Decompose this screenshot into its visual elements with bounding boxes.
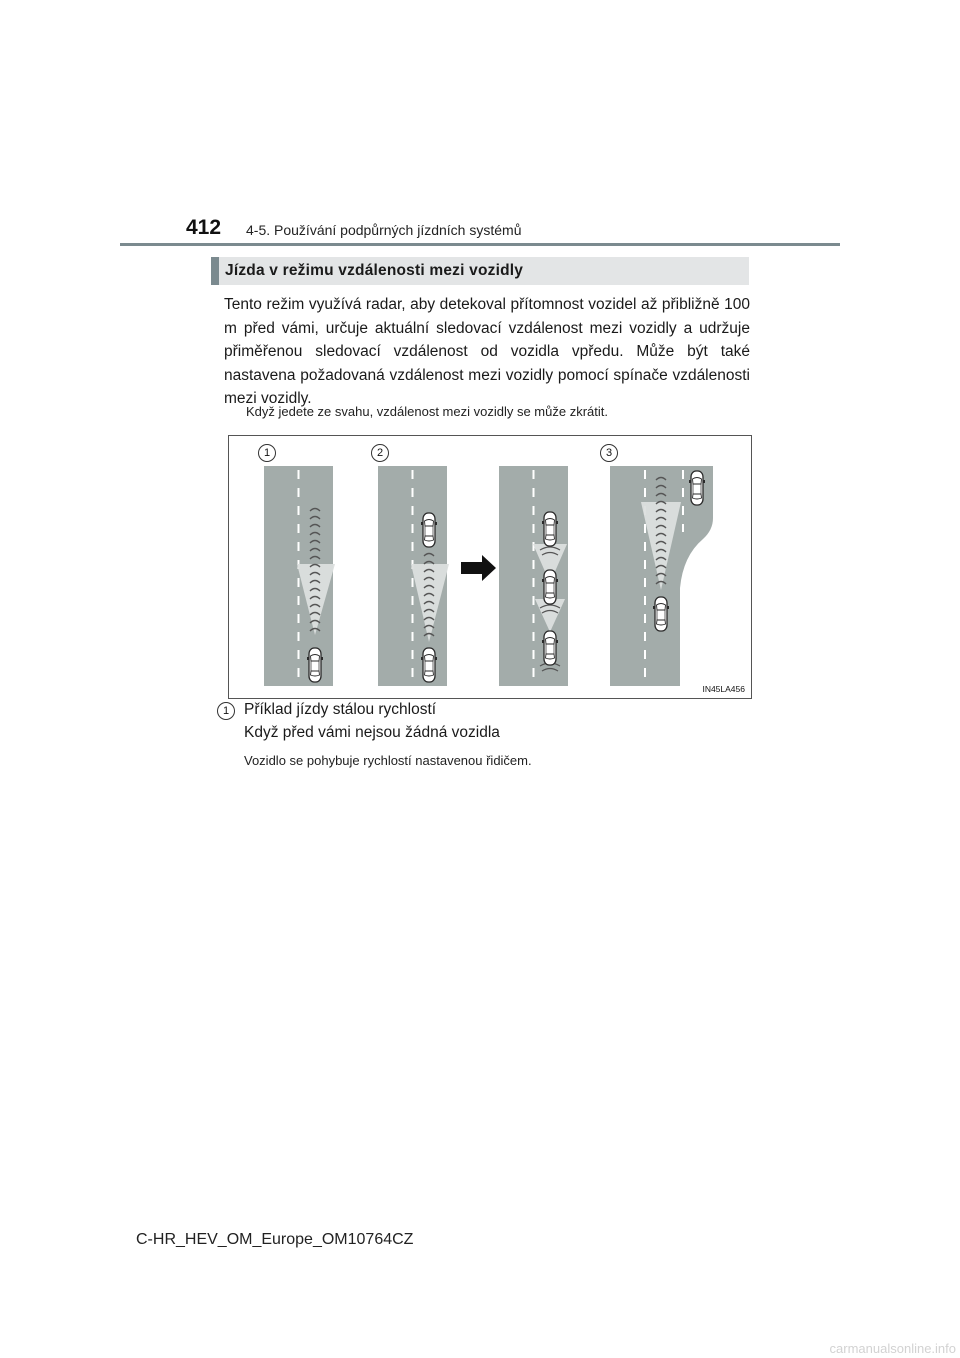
header-divider: [120, 243, 840, 246]
document-code: C-HR_HEV_OM_Europe_OM10764CZ: [136, 1231, 414, 1248]
figure-label-3: 3: [600, 444, 618, 462]
section-heading-bar: [211, 257, 749, 285]
figure-label-2: 2: [371, 444, 389, 462]
front-car-2: [421, 513, 437, 547]
own-car-2: [421, 648, 437, 682]
figure-label-1: 1: [258, 444, 276, 462]
intro-paragraph: Tento režim využívá radar, aby detekoval přítomnost vozidel až přibližně 100 m před vámi, určuje aktuální sledovací vzdálenost mezi vozidly a udržuje přiměřenou sledovací vzdálenost od vozidla vpředu. Může být také nastavena požadovaná vzdálenost mezi vozidly pomocí spínače vzdálenosti mezi vozidly.: [224, 296, 750, 407]
road-3: [499, 466, 568, 686]
road-1: [264, 466, 335, 686]
slope-note: Když jedete ze svahu, vzdálenost mezi vozidly se může zkrátit.: [246, 404, 608, 419]
legend-title: Příklad jízdy stálou rychlostí: [244, 701, 437, 718]
figure-code: IN45LA456: [702, 684, 745, 694]
legend-note: Vozidlo se pohybuje rychlostí nastavenou řidičem.: [244, 753, 532, 768]
own-car-4: [653, 597, 669, 631]
legend-number: 1: [217, 702, 235, 720]
legend-subtitle: Když před vámi nejsou žádná vozidla: [244, 724, 500, 741]
own-car-3: [542, 631, 558, 665]
illustration-canvas: [229, 436, 751, 698]
road-2: [378, 466, 449, 686]
page-number: 412: [186, 216, 222, 239]
merging-car-4: [689, 471, 705, 505]
chapter-title: 4-5. Používání podpůrných jízdních systémů: [246, 222, 522, 238]
watermark: [722, 1338, 960, 1358]
watermark-text: carmanualsonline.info: [829, 1341, 956, 1356]
section-title: Jízda v režimu vzdálenosti mezi vozidly: [225, 262, 524, 279]
road-4: [610, 466, 713, 686]
arrow-right-icon: [461, 555, 496, 581]
distance-mode-illustration: [228, 435, 752, 699]
middle-car-3: [542, 570, 558, 604]
section-heading-marker: [211, 257, 219, 285]
own-car-1: [307, 648, 323, 682]
front-car-3: [542, 512, 558, 546]
